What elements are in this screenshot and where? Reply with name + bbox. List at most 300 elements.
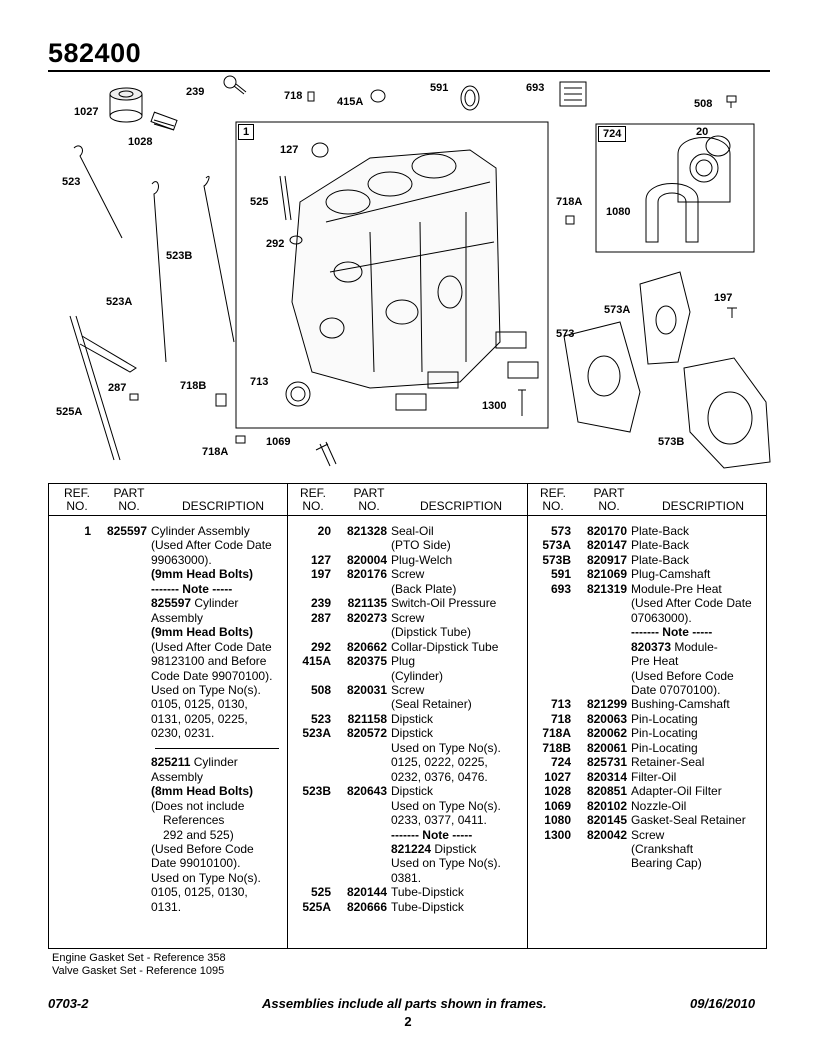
table-row <box>529 611 767 625</box>
ref-number: 573B <box>542 552 571 567</box>
part-number: 820643 <box>346 784 387 799</box>
part-description <box>151 596 238 610</box>
ref-number <box>49 885 91 899</box>
table-row <box>529 524 767 538</box>
part-number <box>331 813 391 827</box>
table-row <box>49 755 287 769</box>
part-number <box>91 640 151 654</box>
note-part-text: Module- <box>671 639 718 654</box>
part-number <box>91 900 151 914</box>
ref-number <box>49 683 91 697</box>
table-column-2 <box>289 524 527 914</box>
header-description: DESCRIPTION <box>181 499 264 513</box>
callout-415A: 415A <box>337 96 364 108</box>
table-row <box>49 885 287 899</box>
ref-number <box>49 871 91 885</box>
gasket-note-valve: Valve Gasket Set - Reference 1095 <box>52 965 225 977</box>
part-description: Used on Type No(s). <box>151 870 261 885</box>
ref-number <box>49 640 91 654</box>
table-row <box>289 611 527 625</box>
header-description: DESCRIPTION <box>661 499 744 513</box>
ref-number: 523A <box>302 726 331 741</box>
dipstick-523-part <box>74 146 122 238</box>
part-number: 820004 <box>346 552 387 567</box>
part-description: Code Date 99070100). <box>151 668 273 683</box>
part-number: 820375 <box>346 654 387 669</box>
table-row <box>289 842 527 856</box>
part-number <box>571 669 631 683</box>
note-part-number: 825211 <box>151 755 191 770</box>
ref-number <box>289 741 331 755</box>
part-number: 821328 <box>346 524 387 538</box>
part-number <box>91 726 151 740</box>
ref-number <box>49 567 91 581</box>
part-number <box>91 625 151 639</box>
ref-number: 523 <box>310 711 331 726</box>
part-number: 820062 <box>586 726 627 741</box>
table-row <box>529 567 767 581</box>
part-description: Assembly <box>151 610 204 625</box>
table-row <box>529 553 767 567</box>
ref-number <box>49 625 91 639</box>
ref-number <box>49 582 91 596</box>
ref-number: 693 <box>550 581 571 596</box>
part-number: 820061 <box>586 740 627 755</box>
table-row <box>49 640 287 654</box>
ref-number <box>49 611 91 625</box>
part-number: 820102 <box>586 798 627 813</box>
column-divider <box>527 484 528 948</box>
table-row <box>529 755 767 769</box>
dipstick-523B-part <box>204 176 234 342</box>
part-number <box>331 770 391 784</box>
part-description <box>151 755 238 769</box>
table-row <box>289 900 527 914</box>
ref-number: 713 <box>550 697 571 712</box>
ref-number <box>289 813 331 827</box>
part-number <box>571 596 631 610</box>
ref-number: 1027 <box>544 769 571 784</box>
ref-number <box>289 856 331 870</box>
part-number <box>91 553 151 567</box>
part-number <box>91 582 151 596</box>
table-row <box>289 784 527 798</box>
ref-number: 1 <box>84 524 91 538</box>
table-row <box>529 813 767 827</box>
note-part-text: Cylinder <box>190 755 238 770</box>
part-description: (Used Before Code <box>631 668 734 683</box>
callout-713: 713 <box>250 376 269 388</box>
table-row <box>49 553 287 567</box>
part-description: (Used After Code Date <box>151 538 272 553</box>
ref-number <box>49 799 91 813</box>
table-row <box>529 625 767 639</box>
table-row <box>529 683 767 697</box>
table-row <box>289 871 527 885</box>
part-number: 825731 <box>586 755 627 770</box>
part-number <box>331 538 391 552</box>
part-description: Switch-Oil Pressure <box>391 596 497 611</box>
part-description: (Back Plate) <box>391 581 457 596</box>
table-row <box>49 770 287 784</box>
ref-number: 1300 <box>544 827 571 842</box>
part-description: 0233, 0377, 0411. <box>391 813 487 828</box>
seal-retainer-gasket-part <box>646 184 698 243</box>
ref-number <box>49 726 91 740</box>
ref-number: 718 <box>550 711 571 726</box>
part-number <box>331 625 391 639</box>
table-row <box>289 582 527 596</box>
callout-1028: 1028 <box>128 136 153 148</box>
part-number <box>91 885 151 899</box>
ref-number: 508 <box>310 682 331 697</box>
callout-20: 20 <box>696 126 709 138</box>
header-part: PART NO. <box>353 486 385 513</box>
part-description: Used on Type No(s). <box>391 856 501 871</box>
part-number <box>91 856 151 870</box>
part-number: 820170 <box>586 524 627 538</box>
table-row <box>289 726 527 740</box>
table-row <box>289 683 527 697</box>
callout-197: 197 <box>714 292 733 304</box>
table-row <box>289 813 527 827</box>
ref-number: 1080 <box>544 813 571 828</box>
part-description: Cylinder Assembly <box>151 524 250 538</box>
note-part-number: 825597 <box>151 596 192 611</box>
camshaft-bushing-part <box>286 382 310 406</box>
part-number <box>331 871 391 885</box>
part-number <box>91 538 151 552</box>
part-description: Bearing Cap) <box>631 856 702 871</box>
part-description: Dipstick <box>391 711 434 726</box>
part-description: 292 and 525) <box>163 827 234 842</box>
table-row <box>289 885 527 899</box>
part-number <box>91 842 151 856</box>
table-row <box>529 828 767 842</box>
back-plate-573B-part <box>684 358 770 468</box>
part-description: (Used Before Code <box>151 841 254 856</box>
ref-number <box>289 871 331 885</box>
callout-573B: 573B <box>658 436 685 448</box>
table-row <box>529 784 767 798</box>
table-row <box>49 828 287 842</box>
header-ref: REF. NO. <box>539 486 566 513</box>
part-description: (Used After Code Date <box>631 596 752 611</box>
ref-number <box>289 625 331 639</box>
locating-pin-part <box>308 92 314 101</box>
ref-number <box>49 553 91 567</box>
part-description: Screw <box>391 567 425 582</box>
ref-number <box>529 625 571 639</box>
ref-number: 523B <box>302 784 331 799</box>
callout-523: 523 <box>62 176 81 188</box>
table-row <box>49 654 287 668</box>
part-description: Gasket-Seal Retainer <box>631 813 746 828</box>
parts-table <box>48 483 767 949</box>
header-part: PART NO. <box>113 486 145 513</box>
ref-number: 573A <box>542 538 571 553</box>
part-description: Used on Type No(s). <box>391 740 501 755</box>
ref-number <box>289 582 331 596</box>
ref-number <box>529 683 571 697</box>
header-rule <box>49 515 766 516</box>
ref-number <box>289 842 331 856</box>
callout-287: 287 <box>108 382 127 394</box>
dipstick-523A-part <box>152 182 166 362</box>
part-description: (Seal Retainer) <box>391 697 472 712</box>
table-row <box>289 669 527 683</box>
part-description: 0230, 0231. <box>151 726 215 741</box>
callout-525A: 525A <box>56 406 83 418</box>
footer-note: Assemblies include all parts shown in frames. <box>262 996 547 1011</box>
part-number: 820917 <box>586 552 627 567</box>
page-number: 2 <box>404 1014 412 1029</box>
ref-number: 525A <box>302 899 331 914</box>
table-row <box>49 813 287 827</box>
table-row <box>289 741 527 755</box>
part-description: Filter-Oil <box>631 769 677 784</box>
table-row <box>49 582 287 596</box>
table-row <box>289 799 527 813</box>
part-description: 07063000). <box>631 610 692 625</box>
table-row <box>289 640 527 654</box>
part-description <box>631 640 718 654</box>
part-description: Plate-Back <box>631 538 690 553</box>
table-row <box>49 669 287 683</box>
part-number: 820042 <box>586 827 627 842</box>
callout-1300: 1300 <box>482 400 507 412</box>
part-number <box>331 856 391 870</box>
callout-1080: 1080 <box>606 206 631 218</box>
ref-number <box>529 842 571 856</box>
crankshaft-screw-part <box>518 390 526 416</box>
part-description: Retainer-Seal <box>631 755 705 770</box>
part-number <box>331 669 391 683</box>
ref-number <box>49 842 91 856</box>
ref-number <box>289 697 331 711</box>
ref-number: 1069 <box>544 798 571 813</box>
table-row <box>49 842 287 856</box>
ref-number <box>49 755 91 769</box>
part-description: Adapter-Oil Filter <box>631 784 722 799</box>
table-row <box>49 784 287 798</box>
header-description: DESCRIPTION <box>419 499 502 513</box>
ref-number <box>49 697 91 711</box>
seal-retainer-part <box>678 138 730 203</box>
ref-number <box>49 538 91 552</box>
part-description: Plate-Back <box>631 552 690 567</box>
ref-number <box>49 669 91 683</box>
part-number <box>331 799 391 813</box>
part-description: Module-Pre Heat <box>631 581 722 596</box>
ref-number: 591 <box>550 567 571 582</box>
part-description: Pin-Locating <box>631 711 698 726</box>
part-description: Seal-Oil <box>391 524 434 538</box>
part-description: Plug-Welch <box>391 552 453 567</box>
preheat-module-part <box>560 82 586 106</box>
ref-number <box>529 669 571 683</box>
table-row <box>49 625 287 639</box>
part-number <box>91 697 151 711</box>
part-number: 821299 <box>586 697 627 712</box>
table-row <box>529 669 767 683</box>
part-number: 820314 <box>586 769 627 784</box>
part-number <box>331 741 391 755</box>
ref-number: 1028 <box>544 784 571 799</box>
part-number: 821135 <box>347 596 387 611</box>
part-description: (Crankshaft <box>631 841 694 856</box>
pto-oil-seal-part <box>706 136 730 156</box>
part-number <box>91 828 151 842</box>
ref-number: 239 <box>310 596 331 611</box>
cylinder-plug-part <box>371 90 385 102</box>
table-row <box>289 553 527 567</box>
callout-523A: 523A <box>106 296 133 308</box>
part-description: 0381. <box>391 870 422 885</box>
ref-number <box>49 596 91 610</box>
header-ref: REF. NO. <box>63 486 90 513</box>
gasket-note-engine: Engine Gasket Set - Reference 358 <box>52 952 226 964</box>
part-description: Pin-Locating <box>631 726 698 741</box>
part-number: 821319 <box>586 581 627 596</box>
part-description: ------- Note ----- <box>151 581 233 596</box>
part-number <box>91 813 151 827</box>
part-number <box>91 611 151 625</box>
part-description: (9mm Head Bolts) <box>151 567 254 582</box>
table-column-1 <box>49 524 287 914</box>
separator-rule <box>155 741 287 755</box>
table-row <box>289 524 527 538</box>
part-number: 820063 <box>586 711 627 726</box>
part-number <box>91 683 151 697</box>
part-number <box>571 611 631 625</box>
ref-number <box>529 611 571 625</box>
back-plate-573A-part <box>640 272 690 364</box>
part-description: Tube-Dipstick <box>391 899 464 914</box>
callout-718A-lower: 718A <box>202 446 229 458</box>
table-row <box>289 828 527 842</box>
seal-retainer-screw-part <box>727 96 736 108</box>
table-row <box>289 596 527 610</box>
callout-127: 127 <box>280 144 299 156</box>
part-number <box>571 856 631 870</box>
callout-573A: 573A <box>604 304 631 316</box>
table-row <box>529 856 767 870</box>
part-description: Used on Type No(s). <box>151 682 261 697</box>
ref-number <box>49 900 91 914</box>
part-number: 820145 <box>586 813 627 828</box>
ref-number: 718A <box>542 726 571 741</box>
part-description: ------- Note ----- <box>631 625 713 640</box>
callout-718: 718 <box>284 90 303 102</box>
ref-number: 573 <box>550 524 571 538</box>
part-number <box>571 654 631 668</box>
part-number <box>91 596 151 610</box>
table-row <box>49 871 287 885</box>
part-description: 0125, 0222, 0225, <box>391 755 488 770</box>
part-description: Pre Heat <box>631 654 679 669</box>
table-row <box>289 712 527 726</box>
table-row <box>529 538 767 552</box>
callout-1069: 1069 <box>266 436 291 448</box>
part-description: (Dipstick Tube) <box>391 625 472 640</box>
header-ref: REF. NO. <box>299 486 326 513</box>
part-description: 98123100 and Before <box>151 654 267 669</box>
part-description: (PTO Side) <box>391 538 451 553</box>
table-row <box>289 697 527 711</box>
note-part-text: Dipstick <box>431 841 477 856</box>
part-number <box>331 828 391 842</box>
ref-number: 287 <box>310 610 331 625</box>
callout-718A: 718A <box>556 196 583 208</box>
table-row <box>529 596 767 610</box>
table-row <box>289 538 527 552</box>
callout-693: 693 <box>526 82 545 94</box>
ref-number: 724 <box>550 755 571 770</box>
ref-number: 197 <box>310 567 331 582</box>
part-number: 821158 <box>347 711 387 726</box>
note-part-text: Cylinder <box>191 596 239 611</box>
part-number <box>571 842 631 856</box>
ref-number: 20 <box>317 524 331 538</box>
part-description: Screw <box>631 827 665 842</box>
footer-code: 0703-2 <box>48 996 89 1011</box>
ref-number <box>289 538 331 552</box>
ref-number <box>529 596 571 610</box>
part-number <box>91 712 151 726</box>
header-part: PART NO. <box>593 486 625 513</box>
table-row <box>289 856 527 870</box>
part-number <box>91 784 151 798</box>
table-row <box>529 697 767 711</box>
part-description: (Used After Code Date <box>151 639 272 654</box>
part-description: Used on Type No(s). <box>391 798 501 813</box>
part-description: Pin-Locating <box>631 740 698 755</box>
part-number <box>91 669 151 683</box>
part-description: References <box>163 813 225 828</box>
table-row <box>49 799 287 813</box>
ref-number <box>289 828 331 842</box>
part-number <box>331 697 391 711</box>
part-description: Plug-Camshaft <box>631 567 711 582</box>
exploded-parts-diagram <box>30 72 790 472</box>
engine-block-part <box>292 150 500 388</box>
part-description: (Cylinder) <box>391 668 444 683</box>
part-number: 820662 <box>346 639 387 654</box>
callout-523B: 523B <box>166 250 193 262</box>
part-number: 820851 <box>586 784 627 799</box>
back-plate-573-part <box>564 322 640 432</box>
part-description: Collar-Dipstick Tube <box>391 639 499 654</box>
table-row <box>529 842 767 856</box>
part-description: Screw <box>391 610 425 625</box>
part-number <box>571 640 631 654</box>
part-description: Plug <box>391 654 416 669</box>
frame-label-724: 724 <box>598 126 626 142</box>
part-description: Dipstick <box>391 784 434 799</box>
part-number <box>91 654 151 668</box>
callout-573: 573 <box>556 328 575 340</box>
ref-number <box>49 813 91 827</box>
ref-number <box>49 770 91 784</box>
part-number <box>91 567 151 581</box>
frame-label-1: 1 <box>238 124 254 140</box>
ref-number <box>529 654 571 668</box>
table-row <box>49 538 287 552</box>
part-description: 0131. <box>151 899 182 914</box>
ref-number <box>49 828 91 842</box>
table-row <box>49 683 287 697</box>
